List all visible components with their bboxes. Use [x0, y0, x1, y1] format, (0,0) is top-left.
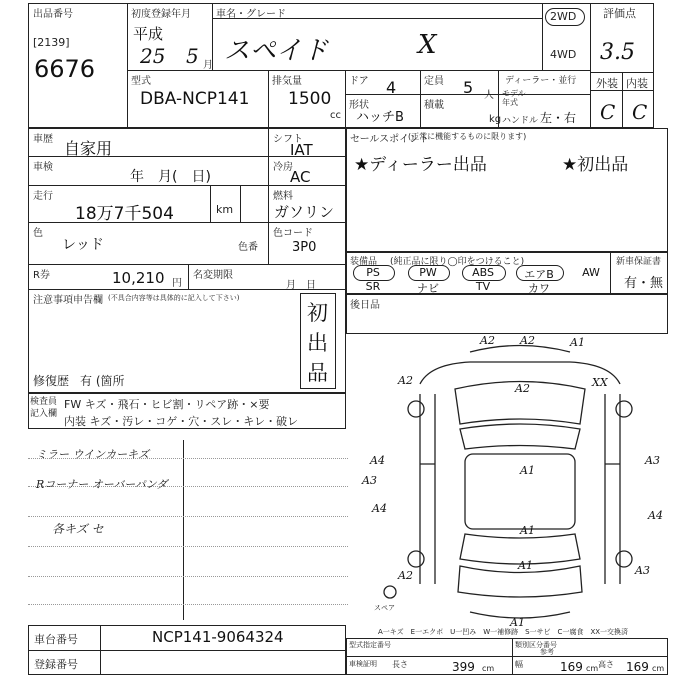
shift-label: シフト	[273, 134, 303, 145]
capacity-label: 定員	[424, 76, 444, 87]
model-label: 型式	[131, 76, 151, 87]
person-unit: 人	[484, 90, 494, 101]
inspection-label: 車検	[33, 162, 53, 173]
reference-label: 参考	[540, 648, 554, 656]
model-year-label: モデル年式	[502, 89, 526, 107]
equip-pw: PW	[419, 266, 437, 279]
stamp-char-1: 初	[307, 301, 328, 325]
inspector-row-1: FW キズ・飛石・ヒビ割・リペア跡・×要	[64, 398, 270, 411]
note-line-1: ミラー ウインカーキズ	[36, 448, 149, 461]
inspector-label: 検査員記入欄	[30, 397, 58, 419]
shift: IAT	[290, 141, 313, 159]
exterior-label: 外装	[596, 77, 618, 90]
height: 169	[626, 660, 649, 674]
mark-rear-bumper: A1	[510, 616, 525, 629]
handle-label: ハンドル	[502, 116, 539, 126]
mark-right-front-door: A3	[645, 454, 660, 467]
equipment-sub: (純正品に限り◯印をつけること)	[390, 257, 525, 267]
stamp-char-3: 品	[307, 361, 328, 385]
width-unit: cm	[586, 664, 599, 673]
model-cert-label: 型式指定番号	[349, 641, 391, 649]
mark-right-rear: A4	[648, 509, 663, 522]
width-label: 幅	[515, 660, 523, 669]
diagram-wheel-fl	[408, 401, 424, 417]
history-label: 車歴	[33, 134, 53, 145]
yen-unit: 円	[172, 278, 182, 289]
chassis-label: 車台番号	[34, 633, 78, 646]
mark-front-bumper-3: A1	[570, 336, 585, 349]
diagram-hood-outline	[420, 362, 620, 384]
history: 自家用	[64, 139, 113, 158]
mark-front-bumper-1: A2	[480, 334, 495, 347]
sales-points-frame	[346, 128, 668, 252]
length-label: 長さ	[392, 660, 408, 669]
aftersale-label: 後日品	[350, 300, 380, 311]
drive-2wd: 2WD	[550, 10, 577, 23]
diagram-left-side	[420, 394, 435, 584]
note-line-3: 各キズ セ	[52, 522, 104, 536]
meigi-label: 名変期限	[193, 270, 233, 281]
equipment-label: 装備品	[350, 257, 378, 267]
displacement-label: 排気量	[272, 76, 302, 87]
mileage-label: 走行	[33, 191, 53, 202]
color-code: 3P0	[292, 240, 317, 255]
recycle-fee: 10,210	[112, 269, 165, 287]
lot-number-label: 出品番号	[33, 9, 73, 20]
equip-sr: SR	[365, 280, 381, 293]
interior-label: 内装	[626, 77, 648, 90]
color-number-label: 色番	[238, 242, 258, 253]
height-label: 高さ	[598, 660, 614, 669]
car-name: スペイド	[224, 36, 329, 66]
notes-divider	[183, 440, 184, 620]
repair-history: 有 (箇所	[80, 374, 125, 388]
color: レッド	[62, 237, 104, 253]
cc-unit: cc	[330, 110, 341, 121]
doors: 4	[386, 78, 397, 97]
equip-tv: TV	[475, 280, 491, 293]
equip-abs: ABS	[472, 266, 494, 279]
mark-left-rear-door: A3	[362, 474, 377, 487]
height-unit: cm	[652, 664, 665, 673]
capacity: 5	[463, 78, 474, 97]
shape-label: 形状	[349, 100, 369, 111]
grade: X	[418, 30, 437, 60]
exterior-grade: C	[600, 100, 616, 124]
aftersale-frame	[346, 294, 668, 334]
color-code-label: 色コード	[273, 228, 313, 239]
sales-points-sub: (正常に機能するものに限ります)	[408, 132, 527, 141]
mark-front-bumper-2: A2	[520, 334, 535, 347]
notes-sub: (不具合内容等は具体的に記入して下さい)	[108, 294, 240, 302]
first-registration-label: 初度登録年月	[131, 9, 191, 20]
diagram-windshield	[460, 424, 580, 449]
recycle-label: R券	[33, 270, 50, 281]
spare-label: スペア	[374, 604, 395, 612]
score-label: 評価点	[603, 7, 636, 20]
mileage: 18万7千504	[75, 204, 174, 224]
score: 3.5	[600, 40, 635, 65]
meigi: 月 日	[286, 280, 316, 291]
equip-navi: ナビ	[417, 282, 439, 295]
kg-unit: kg	[489, 114, 502, 125]
drive-4wd: 4WD	[550, 48, 577, 61]
equip-aw: AW	[582, 266, 600, 279]
shape: ハッチB	[356, 110, 404, 125]
diagram-right-side	[605, 394, 620, 584]
repair-label: 修復歴	[33, 374, 70, 388]
diagram-spare-wheel	[384, 586, 396, 598]
chassis-number: NCP141-9064324	[152, 628, 284, 646]
length: 399	[452, 660, 475, 674]
mark-trunk: A1	[518, 559, 533, 572]
warranty-label: 新車保証書	[616, 257, 662, 267]
km-unit: km	[216, 203, 234, 216]
mark-rear-glass: A1	[520, 524, 535, 537]
stamp-char-2: 出	[307, 331, 328, 355]
ac-label: 冷房	[273, 162, 293, 173]
diagram-legend: A一キズ E一エクボ U一凹み W一補修跡 S一サビ C一腐食 XX一交換済	[378, 628, 629, 636]
diagram-wheel-rl	[408, 551, 424, 567]
registration-month: 5	[186, 44, 199, 68]
warranty: 有・無	[624, 276, 664, 291]
color-label: 色	[33, 228, 43, 239]
ac: AC	[290, 168, 311, 186]
handle: 左・右	[540, 111, 577, 125]
fuel-label: 燃料	[273, 191, 293, 202]
equip-airbag: エアB	[524, 268, 554, 281]
model: DBA-NCP141	[140, 89, 250, 109]
width: 169	[560, 660, 583, 674]
load-label: 積載	[424, 100, 444, 111]
mark-roof: A1	[520, 464, 535, 477]
registration-year: 25	[140, 44, 166, 68]
mark-front-left: A2	[398, 374, 413, 387]
month-unit: 月	[203, 60, 213, 71]
mark-left-front-door: A4	[370, 454, 385, 467]
lot-code: [2139]	[33, 36, 70, 49]
equip-leather: カワ	[528, 282, 550, 295]
mark-rear-left: A2	[398, 569, 413, 582]
interior-grade: C	[632, 100, 648, 124]
cert-label: 車検証明	[349, 660, 377, 668]
class-label: 類別区分番号	[515, 641, 557, 649]
mark-rear-right: A3	[635, 564, 650, 577]
era: 平成	[133, 25, 164, 43]
sales-point-1: ★ディーラー出品	[354, 155, 487, 175]
note-line-2: Rコーナー オーバーパンダ	[36, 478, 168, 491]
inspector-row-2: 内装 キズ・汚レ・コゲ・穴・スレ・キレ・破レ	[64, 415, 299, 428]
equip-ps: PS	[366, 266, 380, 279]
inspection: 年 月( 日)	[130, 169, 211, 185]
lot-number: 6676	[34, 55, 96, 83]
diagram-wheel-fr	[616, 401, 632, 417]
notes-label: 注意事項申告欄	[33, 295, 103, 306]
sales-point-2: ★初出品	[562, 155, 629, 175]
mark-hood: A2	[515, 382, 530, 395]
displacement: 1500	[288, 89, 332, 109]
doors-label: ドア	[349, 76, 369, 87]
dealer-label: ディーラー・並行	[505, 76, 577, 86]
length-unit: cm	[482, 664, 495, 673]
mark-front-right: XX	[592, 376, 608, 389]
fuel: ガソリン	[274, 203, 335, 221]
car-name-label: 車名・グレード	[216, 9, 286, 20]
diagram-wheel-rr	[616, 551, 632, 567]
sales-points-label: セールスポイント	[350, 134, 430, 145]
mark-left-rear: A4	[372, 502, 387, 515]
registration-label: 登録番号	[34, 658, 78, 671]
car-damage-diagram	[360, 334, 670, 634]
